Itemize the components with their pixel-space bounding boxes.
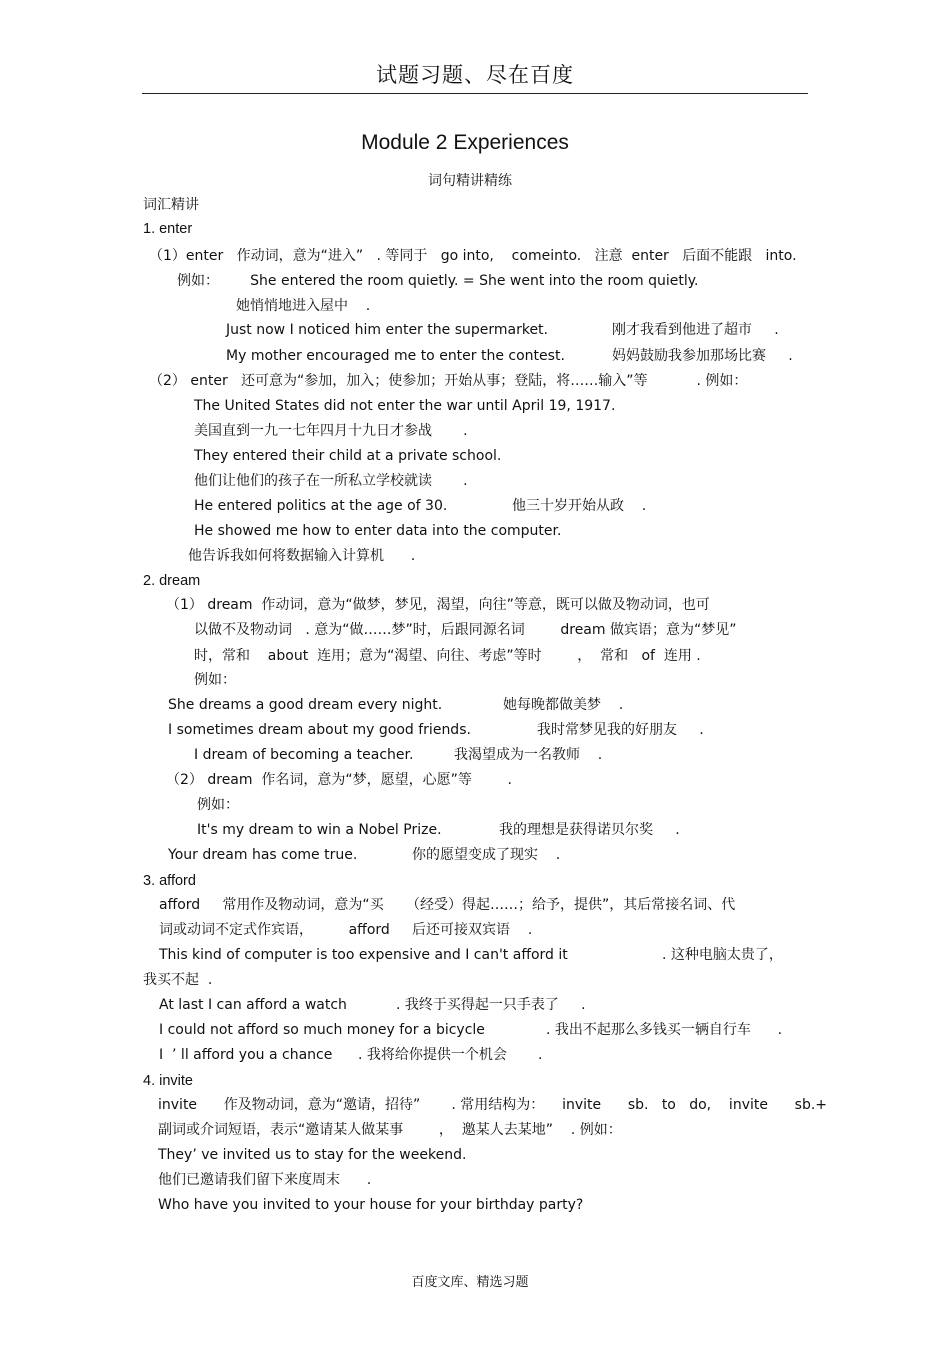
example-line: I ’ ll afford you a chance bbox=[159, 1047, 333, 1063]
example-line: Your dream has come true. bbox=[168, 847, 358, 863]
entry-heading-dream: 2. dream bbox=[143, 573, 201, 589]
translation-line: . 我出不起那么多钱买一辆自行车 . bbox=[546, 1022, 783, 1038]
translation-line: . 我将给你提供一个机会 . bbox=[358, 1047, 543, 1063]
text-line: （2） enter 还可意为“参加，加入；使参加；开始从事；登陆，将……输入”等 . 例如： bbox=[149, 373, 748, 389]
translation-line: . 我终于买得起一只手表了 . bbox=[396, 997, 586, 1013]
example-line: The United States did not enter the war until April 19, 1917. bbox=[194, 398, 616, 414]
text-line: 时，常和 about 连用；意为“渴望、向往、考虑”等时 ， 常和 of 连用 . bbox=[194, 648, 701, 664]
translation-line: 他三十岁开始从政 . bbox=[512, 498, 647, 514]
translation-line: 他们让他们的孩子在一所私立学校就读 . bbox=[194, 473, 468, 489]
translation-line: 她悄悄地进入屋中 . bbox=[236, 298, 371, 314]
example-line: It's my dream to win a Nobel Prize. bbox=[197, 822, 442, 838]
translation-line: 妈妈鼓励我参加那场比赛 . bbox=[612, 348, 793, 364]
example-line: They’ ve invited us to stay for the weekend. bbox=[158, 1147, 467, 1163]
example-line: She dreams a good dream every night. bbox=[168, 697, 443, 713]
text-line: 副词或介词短语，表示“邀请某人做某事 ， 邀某人去某地” . 例如： bbox=[158, 1122, 622, 1138]
example-line: He showed me how to enter data into the computer. bbox=[194, 523, 562, 539]
module-title: Module 2 Experiences bbox=[361, 131, 569, 154]
header-rule bbox=[142, 93, 808, 94]
example-line: 例如： She entered the room quietly. = She went into the room quietly. bbox=[177, 273, 699, 289]
example-line: I dream of becoming a teacher. bbox=[194, 747, 414, 763]
translation-line: 你的愿望变成了现实 . bbox=[412, 847, 561, 863]
example-line: Just now I noticed him enter the supermarket. bbox=[226, 322, 548, 338]
translation-line: 他们已邀请我们留下来度周末 . bbox=[158, 1172, 372, 1188]
entry-heading-afford: 3. afford bbox=[143, 873, 196, 889]
entry-heading-enter: 1. enter bbox=[143, 221, 193, 237]
text-line: invite 作及物动词，意为“邀请，招待” . 常用结构为： invite sb. to do, invite sb.+ bbox=[158, 1097, 828, 1113]
text-line: 例如： bbox=[197, 797, 239, 813]
translation-line: 我时常梦见我的好朋友 . bbox=[537, 722, 704, 738]
translation-line: 刚才我看到他进了超市 . bbox=[612, 322, 779, 338]
page-header-title: 试题习题、尽在百度 bbox=[376, 63, 574, 87]
section-heading: 词汇精讲 bbox=[143, 197, 199, 213]
translation-line: 我渴望成为一名教师 . bbox=[454, 747, 603, 763]
entry-heading-invite: 4. invite bbox=[143, 1073, 193, 1089]
example-line: I sometimes dream about my good friends. bbox=[168, 722, 471, 738]
example-line: He entered politics at the age of 30. bbox=[194, 498, 448, 514]
example-line: I could not afford so much money for a bicycle bbox=[159, 1022, 485, 1038]
example-line: At last I can afford a watch bbox=[159, 997, 347, 1013]
page-footer: 百度文库、精选习题 bbox=[411, 1275, 529, 1290]
example-line: Who have you invited to your house for your birthday party? bbox=[158, 1197, 584, 1213]
section-subtitle: 词句精讲精练 bbox=[428, 173, 512, 189]
translation-line: 他告诉我如何将数据输入计算机 . bbox=[188, 548, 416, 564]
example-line: My mother encouraged me to enter the contest. bbox=[226, 348, 565, 364]
text-line: 以做不及物动词 . 意为“做……梦”时，后跟同源名词 dream 做宾语；意为“梦见” bbox=[194, 622, 737, 638]
text-line: （1） dream 作动词，意为“做梦，梦见，渴望，向往”等意，既可以做及物动词，也可 bbox=[166, 597, 710, 613]
translation-line: 我的理想是获得诺贝尔奖 . bbox=[499, 822, 680, 838]
example-line: They entered their child at a private school. bbox=[194, 448, 502, 464]
translation-line: 美国直到一九一七年四月十九日才参战 . bbox=[194, 423, 468, 439]
text-line: （2） dream 作名词，意为“梦，愿望，心愿”等 . bbox=[166, 772, 512, 788]
example-line: This kind of computer is too expensive and I can't afford it bbox=[159, 947, 568, 963]
text-line: 词或动词不定式作宾语， afford 后还可接双宾语 . bbox=[159, 922, 533, 938]
text-line: afford 常用作及物动词，意为“买 （经受）得起……；给予，提供”，其后常接名词、代 bbox=[159, 897, 736, 913]
text-line: 例如： bbox=[194, 672, 236, 688]
translation-line: 她每晚都做美梦 . bbox=[503, 697, 624, 713]
translation-line: 我买不起 . bbox=[143, 972, 213, 988]
translation-line: . 这种电脑太贵了， bbox=[662, 947, 783, 963]
text-line: （1）enter 作动词，意为“进入” . 等同于 go into, comeinto. 注意 enter 后面不能跟 into. bbox=[149, 248, 797, 264]
